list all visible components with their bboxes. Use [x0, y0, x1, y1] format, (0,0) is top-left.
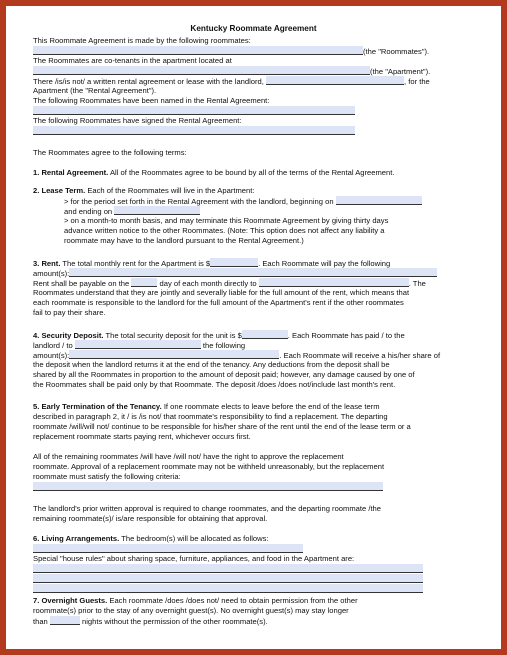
address-line: (the "Apartment").	[33, 66, 430, 76]
remaining-roommate-line: remaining roommate(s)/ is/are responsible for obtaining that approval.	[33, 514, 268, 523]
overnight-prior-line: roommate(s) prior to the stay of any overnight guest(s). No overnight guest(s) may stay longer	[33, 606, 349, 615]
document-page	[6, 6, 501, 649]
lease-period-line: > for the period set forth in the Rental Agreement with the landlord, beginning on	[64, 196, 422, 206]
deposit-landlord-line: landlord / to the following	[33, 341, 246, 350]
deposit-amounts-field[interactable]	[69, 350, 279, 359]
house-rules-line: Special "house rules" about sharing space, furniture, appliances, and food in the Apartment are:	[33, 554, 355, 563]
deposit-damage-line: the Roommates shall be paid only by that Roommate. The deposit /does /does not/include last month's rent.	[33, 380, 396, 389]
replacement-line: described in paragraph 2, it / is /is not/ that roommate's responsibility to find a replacement. The departing	[33, 412, 388, 421]
rent-amounts-field[interactable]	[69, 268, 437, 277]
section-3: 3. Rent. The total monthly rent for the Apartment is $ . Each Roommate will pay the following	[33, 259, 391, 268]
liability-line: roommate may have to the landlord pursuant to the Rental Agreement.)	[64, 236, 304, 245]
house-rules-field-3[interactable]	[33, 584, 423, 593]
criteria-field[interactable]	[33, 482, 383, 491]
section-7: 7. Overnight Guests. Each roommate /does /does not/ need to obtain permission from the other	[33, 596, 358, 605]
month-to-month-line: > on a month-to month basis, and may terminate this Roommate Agreement by giving thirty days	[64, 216, 389, 225]
criteria-line: roommate must satisfy the following criteria:	[33, 472, 181, 481]
house-rules-field-2[interactable]	[33, 574, 423, 583]
rent-liability-line: Roommates understand that they are jointly and severally liable for the full amount of the rent, which means that	[33, 288, 410, 297]
roommates-field[interactable]	[33, 46, 363, 55]
roommates-line: (the "Roommates").	[33, 46, 429, 56]
approval-line: roommate. Approval of a replacement roommate may not be withheld unreasonably, but the replacement	[33, 462, 385, 471]
rent-responsibility-line: each roommate is responsible to the landlord for the full amount of the Apartment's rent if the other roommates	[33, 298, 404, 307]
signed-line: The following Roommates have signed the Rental Agreement:	[33, 116, 242, 125]
house-rules-field-1[interactable]	[33, 564, 423, 573]
section-2: 2. Lease Term. Each of the Roommates will live in the Apartment:	[33, 186, 255, 195]
deposit-amounts-line: amount(s): . Each Roommate will receive a his/her share of	[33, 351, 441, 360]
named-line: The following Roommates have been named in the Rental Agreement:	[33, 96, 270, 105]
deposit-total-field[interactable]	[242, 330, 288, 339]
cotenants-line: The Roommates are co-tenants in the apartment located at	[33, 56, 232, 65]
rent-amounts-line: amount(s):	[33, 268, 437, 278]
rent-payable-line: Rent shall be payable on the day of each month directly to . The	[33, 279, 426, 288]
apartment-line: Apartment (the "Rental Agreement").	[33, 86, 157, 95]
rent-payee-field[interactable]	[259, 278, 409, 287]
document-title: Kentucky Roommate Agreement	[190, 24, 317, 33]
named-roommates-field[interactable]	[33, 106, 355, 115]
departing-line: roommate /will/will not/ continue to be responsible for his/her share of the rent until the end of the lease term or a	[33, 422, 411, 431]
rent-share-line: fail to pay their share.	[33, 308, 106, 317]
section-5: 5. Early Termination of the Tenancy. If one roommate elects to leave before the end of the lease term	[33, 402, 380, 411]
rental-agreement-line: There /is/is not/ a written rental agreement or lease with the landlord, , for the	[33, 77, 430, 86]
terms-intro: The Roommates agree to the following terms:	[33, 148, 187, 157]
deposit-payee-field[interactable]	[75, 340, 201, 349]
total-rent-field[interactable]	[210, 258, 258, 267]
intro-line: This Roommate Agreement is made by the following roommates:	[33, 36, 251, 45]
rent-day-field[interactable]	[131, 278, 157, 287]
section-4: 4. Security Deposit. The total security deposit for the unit is $ . Each Roommate has paid / to the	[33, 331, 405, 340]
approve-line: All of the remaining roommates /will have /will not/ have the right to approve the replacement	[33, 452, 344, 461]
nights-field[interactable]	[50, 616, 80, 625]
signed-roommates-field[interactable]	[33, 126, 355, 135]
landlord-field[interactable]	[266, 76, 404, 85]
landlord-approval-line: The landlord's prior written approval is required to change roommates, and the departing roommate /the	[33, 504, 381, 513]
lease-end-field[interactable]	[114, 206, 200, 215]
lease-start-field[interactable]	[336, 196, 422, 205]
section-1: 1. Rental Agreement. All of the Roommates agree to be bound by all of the terms of the Rental Agreement.	[33, 168, 395, 177]
deposit-return-line: the deposit when the landlord returns it at the end of the tenancy. Any deductions from the deposit shall be	[33, 360, 390, 369]
notice-line: advance written notice to the other Roommates. (Note: This option does not affect any liability a	[64, 226, 385, 235]
overnight-nights-line: than nights without the permission of the other roommate(s).	[33, 617, 268, 626]
replacement-paying-line: replacement roommate starts paying rent, whichever occurs first.	[33, 432, 251, 441]
lease-end-line: and ending on	[64, 206, 200, 216]
deposit-shared-line: shared by all the Roommates in proportion to the amount of deposit paid; however, any damage caused by one of	[33, 370, 415, 379]
apartment-address-field[interactable]	[33, 66, 370, 75]
section-6: 6. Living Arrangements. The bedroom(s) will be allocated as follows:	[33, 534, 269, 543]
bedroom-allocation-field[interactable]	[33, 544, 303, 553]
